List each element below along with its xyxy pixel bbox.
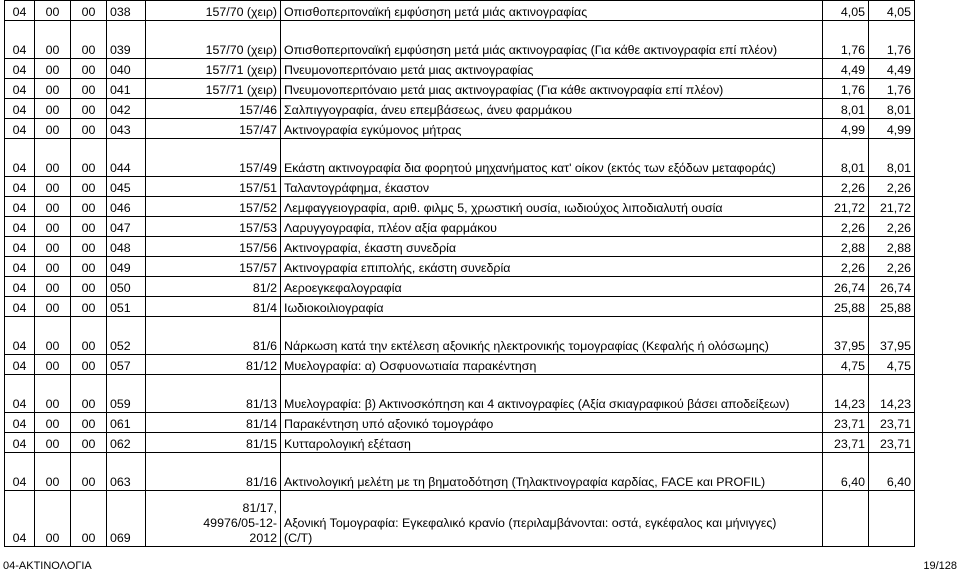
price-value: 2,26 bbox=[823, 177, 869, 197]
table-row bbox=[5, 119, 915, 139]
code-part-3: 00 bbox=[71, 355, 107, 375]
procedure-description: Ακτινογραφία, έκαστη συνεδρία bbox=[281, 237, 823, 257]
code-part-3: 00 bbox=[71, 375, 107, 413]
code-part-1: 04 bbox=[5, 217, 35, 237]
price-value bbox=[823, 491, 869, 547]
code-number: 063 bbox=[107, 453, 146, 491]
table-row bbox=[5, 1, 915, 21]
procedure-description: Ακτινογραφία επιπολής, εκάστη συνεδρία bbox=[281, 257, 823, 277]
code-part-1: 04 bbox=[5, 59, 35, 79]
table-row bbox=[5, 59, 915, 79]
code-part-2: 00 bbox=[35, 453, 71, 491]
price-value-2 bbox=[869, 491, 915, 547]
price-value-2: 8,01 bbox=[869, 99, 915, 119]
code-part-3: 00 bbox=[71, 491, 107, 547]
price-value: 4,75 bbox=[823, 355, 869, 375]
code-part-2: 00 bbox=[35, 197, 71, 217]
table-row bbox=[5, 491, 915, 547]
reference-code: 157/46 bbox=[146, 99, 281, 119]
price-value-2: 4,05 bbox=[869, 1, 915, 21]
code-part-2: 00 bbox=[35, 119, 71, 139]
price-value-2: 8,01 bbox=[869, 139, 915, 177]
reference-code: 157/57 bbox=[146, 257, 281, 277]
code-part-1: 04 bbox=[5, 491, 35, 547]
table-row bbox=[5, 237, 915, 257]
code-part-2: 00 bbox=[35, 59, 71, 79]
procedure-description: Αεροεγκεφαλογραφία bbox=[281, 277, 823, 297]
price-value: 8,01 bbox=[823, 139, 869, 177]
procedure-description: Εκάστη ακτινογραφία δια φορητού μηχανήματος κατ' οίκον (εκτός των εξόδων μεταφοράς) bbox=[281, 139, 823, 177]
price-value: 1,76 bbox=[823, 21, 869, 59]
procedure-description: Ακτινολογική μελέτη με τη βηματοδότηση (Τηλακτινογραφία καρδίας, FACE και PROFIL) bbox=[281, 453, 823, 491]
table-row bbox=[5, 413, 915, 433]
reference-line: 49976/05-12- bbox=[203, 516, 277, 530]
code-part-2: 00 bbox=[35, 79, 71, 99]
procedure-description: Νάρκωση κατά την εκτέλεση αξονικής ηλεκτρονικής τομογραφίας (Κεφαλής ή ολόσωμης) bbox=[281, 317, 823, 355]
code-part-1: 04 bbox=[5, 177, 35, 197]
reference-line: 2012 bbox=[249, 531, 277, 545]
code-part-2: 00 bbox=[35, 297, 71, 317]
code-part-1: 04 bbox=[5, 99, 35, 119]
code-part-1: 04 bbox=[5, 413, 35, 433]
price-value: 23,71 bbox=[823, 413, 869, 433]
price-value-2: 4,99 bbox=[869, 119, 915, 139]
code-part-3: 00 bbox=[71, 177, 107, 197]
table-row bbox=[5, 257, 915, 277]
code-number: 043 bbox=[107, 119, 146, 139]
table-row bbox=[5, 197, 915, 217]
table-row bbox=[5, 317, 915, 355]
code-part-3: 00 bbox=[71, 317, 107, 355]
table-row bbox=[5, 79, 915, 99]
table-row bbox=[5, 217, 915, 237]
code-part-2: 00 bbox=[35, 237, 71, 257]
code-number: 062 bbox=[107, 433, 146, 453]
price-value-2: 23,71 bbox=[869, 413, 915, 433]
price-value: 4,05 bbox=[823, 1, 869, 21]
price-value-2: 1,76 bbox=[869, 21, 915, 59]
code-number: 041 bbox=[107, 79, 146, 99]
price-value-2: 25,88 bbox=[869, 297, 915, 317]
price-value: 25,88 bbox=[823, 297, 869, 317]
reference-code: 157/71 (χειρ) bbox=[146, 59, 281, 79]
reference-code: 157/53 bbox=[146, 217, 281, 237]
price-value-2: 1,76 bbox=[869, 79, 915, 99]
procedure-description bbox=[281, 491, 823, 547]
code-part-2: 00 bbox=[35, 413, 71, 433]
code-part-1: 04 bbox=[5, 297, 35, 317]
procedure-description: Ταλαντογράφημα, έκαστον bbox=[281, 177, 823, 197]
reference-code: 157/71 (χειρ) bbox=[146, 79, 281, 99]
code-part-2: 00 bbox=[35, 139, 71, 177]
code-part-1: 04 bbox=[5, 355, 35, 375]
table-row bbox=[5, 177, 915, 197]
code-number: 044 bbox=[107, 139, 146, 177]
code-part-1: 04 bbox=[5, 1, 35, 21]
code-part-3: 00 bbox=[71, 21, 107, 59]
code-part-2: 00 bbox=[35, 375, 71, 413]
table-row bbox=[5, 139, 915, 177]
table-row bbox=[5, 297, 915, 317]
code-part-1: 04 bbox=[5, 257, 35, 277]
code-part-3: 00 bbox=[71, 453, 107, 491]
code-number: 049 bbox=[107, 257, 146, 277]
price-value: 4,99 bbox=[823, 119, 869, 139]
reference-code: 157/52 bbox=[146, 197, 281, 217]
reference-line: 81/17, bbox=[242, 501, 277, 515]
price-value-2: 26,74 bbox=[869, 277, 915, 297]
code-number: 057 bbox=[107, 355, 146, 375]
code-part-3: 00 bbox=[71, 1, 107, 21]
code-number: 048 bbox=[107, 237, 146, 257]
procedure-description: Πνευμονοπεριτόναιο μετά μιας ακτινογραφίας (Για κάθε ακτινογραφία επί πλέον) bbox=[281, 79, 823, 99]
price-value-2: 37,95 bbox=[869, 317, 915, 355]
reference-code: 81/15 bbox=[146, 433, 281, 453]
reference-code: 81/16 bbox=[146, 453, 281, 491]
procedure-description: Οπισθοπεριτοναϊκή εμφύσηση μετά μιάς ακτινογραφίας (Για κάθε ακτινογραφία επί πλέον) bbox=[281, 21, 823, 59]
procedure-description: Πνευμονοπεριτόναιο μετά μιας ακτινογραφίας bbox=[281, 59, 823, 79]
price-value: 2,88 bbox=[823, 237, 869, 257]
table-row bbox=[5, 453, 915, 491]
price-value-2: 21,72 bbox=[869, 197, 915, 217]
code-part-3: 00 bbox=[71, 59, 107, 79]
reference-code: 81/13 bbox=[146, 375, 281, 413]
code-number: 042 bbox=[107, 99, 146, 119]
table-row bbox=[5, 355, 915, 375]
code-part-1: 04 bbox=[5, 237, 35, 257]
reference-code: 157/51 bbox=[146, 177, 281, 197]
procedure-description: Μυελογραφία: α) Οσφυονωτιαία παρακέντηση bbox=[281, 355, 823, 375]
table-row bbox=[5, 99, 915, 119]
price-value-2: 2,26 bbox=[869, 217, 915, 237]
procedure-description: Παρακέντηση υπό αξονικό τομογράφο bbox=[281, 413, 823, 433]
price-value: 21,72 bbox=[823, 197, 869, 217]
code-number: 059 bbox=[107, 375, 146, 413]
price-value: 6,40 bbox=[823, 453, 869, 491]
code-part-1: 04 bbox=[5, 119, 35, 139]
reference-code: 81/6 bbox=[146, 317, 281, 355]
code-number: 051 bbox=[107, 297, 146, 317]
procedure-description: Σαλπιγγογραφία, άνευ επεμβάσεως, άνευ φαρμάκου bbox=[281, 99, 823, 119]
code-part-2: 00 bbox=[35, 317, 71, 355]
code-part-2: 00 bbox=[35, 491, 71, 547]
price-value-2: 14,23 bbox=[869, 375, 915, 413]
code-part-2: 00 bbox=[35, 177, 71, 197]
code-number: 047 bbox=[107, 217, 146, 237]
table-body bbox=[5, 1, 915, 547]
code-part-1: 04 bbox=[5, 79, 35, 99]
reference-code: 157/47 bbox=[146, 119, 281, 139]
code-number: 052 bbox=[107, 317, 146, 355]
price-value: 14,23 bbox=[823, 375, 869, 413]
price-value: 26,74 bbox=[823, 277, 869, 297]
tariff-table bbox=[4, 0, 915, 547]
price-value-2: 23,71 bbox=[869, 433, 915, 453]
code-number: 039 bbox=[107, 21, 146, 59]
table-row bbox=[5, 277, 915, 297]
code-number: 061 bbox=[107, 413, 146, 433]
procedure-description: Μυελογραφία: β) Ακτινοσκόπηση και 4 ακτινογραφίες (Αξία σκιαγραφικού βάσει αποδείξεων) bbox=[281, 375, 823, 413]
reference-code: 157/70 (χειρ) bbox=[146, 21, 281, 59]
code-number: 045 bbox=[107, 177, 146, 197]
reference-code: 157/56 bbox=[146, 237, 281, 257]
price-value: 37,95 bbox=[823, 317, 869, 355]
code-part-3: 00 bbox=[71, 217, 107, 237]
code-part-3: 00 bbox=[71, 99, 107, 119]
footer-page-number: 19/128 bbox=[923, 560, 957, 572]
reference-code: 81/4 bbox=[146, 297, 281, 317]
price-value: 2,26 bbox=[823, 257, 869, 277]
code-number: 038 bbox=[107, 1, 146, 21]
table-row bbox=[5, 21, 915, 59]
procedure-description: Οπισθοπεριτοναϊκή εμφύσηση μετά μιάς ακτινογραφίας bbox=[281, 1, 823, 21]
code-part-2: 00 bbox=[35, 277, 71, 297]
description-line: (C/T) bbox=[284, 531, 313, 545]
description-line: Αξονική Τομογραφία: Εγκεφαλικό κρανίο (περιλαμβάνονται: οστά, εγκέφαλος και μήνιγγες) bbox=[284, 516, 777, 530]
price-value-2: 4,75 bbox=[869, 355, 915, 375]
procedure-description: Λεμφαγγειογραφία, αριθ. φιλμς 5, χρωστική ουσία, ιωδιούχος λιποδιαλυτή ουσία bbox=[281, 197, 823, 217]
code-part-3: 00 bbox=[71, 277, 107, 297]
code-part-1: 04 bbox=[5, 277, 35, 297]
code-part-2: 00 bbox=[35, 217, 71, 237]
code-part-3: 00 bbox=[71, 119, 107, 139]
code-part-3: 00 bbox=[71, 139, 107, 177]
code-part-2: 00 bbox=[35, 257, 71, 277]
table-row bbox=[5, 433, 915, 453]
code-part-3: 00 bbox=[71, 197, 107, 217]
price-value: 8,01 bbox=[823, 99, 869, 119]
procedure-description: Ακτινογραφία εγκύμονος μήτρας bbox=[281, 119, 823, 139]
code-part-2: 00 bbox=[35, 21, 71, 59]
reference-code: 157/70 (χειρ) bbox=[146, 1, 281, 21]
code-part-2: 00 bbox=[35, 433, 71, 453]
code-part-1: 04 bbox=[5, 453, 35, 491]
footer-section-name: 04-ΑΚΤΙΝΟΛΟΓΙΑ bbox=[3, 560, 92, 572]
table-row bbox=[5, 375, 915, 413]
price-value: 4,49 bbox=[823, 59, 869, 79]
procedure-description: Λαρυγγογραφία, πλέον αξία φαρμάκου bbox=[281, 217, 823, 237]
price-value-2: 4,49 bbox=[869, 59, 915, 79]
code-part-2: 00 bbox=[35, 99, 71, 119]
code-part-1: 04 bbox=[5, 197, 35, 217]
price-value: 23,71 bbox=[823, 433, 869, 453]
code-part-3: 00 bbox=[71, 413, 107, 433]
reference-code: 81/12 bbox=[146, 355, 281, 375]
code-part-1: 04 bbox=[5, 375, 35, 413]
code-part-1: 04 bbox=[5, 433, 35, 453]
reference-code: 157/49 bbox=[146, 139, 281, 177]
price-value: 1,76 bbox=[823, 79, 869, 99]
code-part-3: 00 bbox=[71, 79, 107, 99]
reference-code: 81/14 bbox=[146, 413, 281, 433]
reference-code: 81/2 bbox=[146, 277, 281, 297]
code-part-1: 04 bbox=[5, 21, 35, 59]
procedure-description: Κυτταρολογική εξέταση bbox=[281, 433, 823, 453]
code-part-2: 00 bbox=[35, 355, 71, 375]
code-number: 069 bbox=[107, 491, 146, 547]
code-part-1: 04 bbox=[5, 139, 35, 177]
code-part-3: 00 bbox=[71, 257, 107, 277]
code-part-3: 00 bbox=[71, 297, 107, 317]
code-number: 040 bbox=[107, 59, 146, 79]
procedure-description: Ιωδιοκοιλιογραφία bbox=[281, 297, 823, 317]
code-part-3: 00 bbox=[71, 237, 107, 257]
code-number: 050 bbox=[107, 277, 146, 297]
price-value: 2,26 bbox=[823, 217, 869, 237]
code-number: 046 bbox=[107, 197, 146, 217]
code-part-2: 00 bbox=[35, 1, 71, 21]
reference-code bbox=[146, 491, 281, 547]
code-part-3: 00 bbox=[71, 433, 107, 453]
price-value-2: 6,40 bbox=[869, 453, 915, 491]
price-value-2: 2,26 bbox=[869, 257, 915, 277]
price-value-2: 2,88 bbox=[869, 237, 915, 257]
price-value-2: 2,26 bbox=[869, 177, 915, 197]
code-part-1: 04 bbox=[5, 317, 35, 355]
